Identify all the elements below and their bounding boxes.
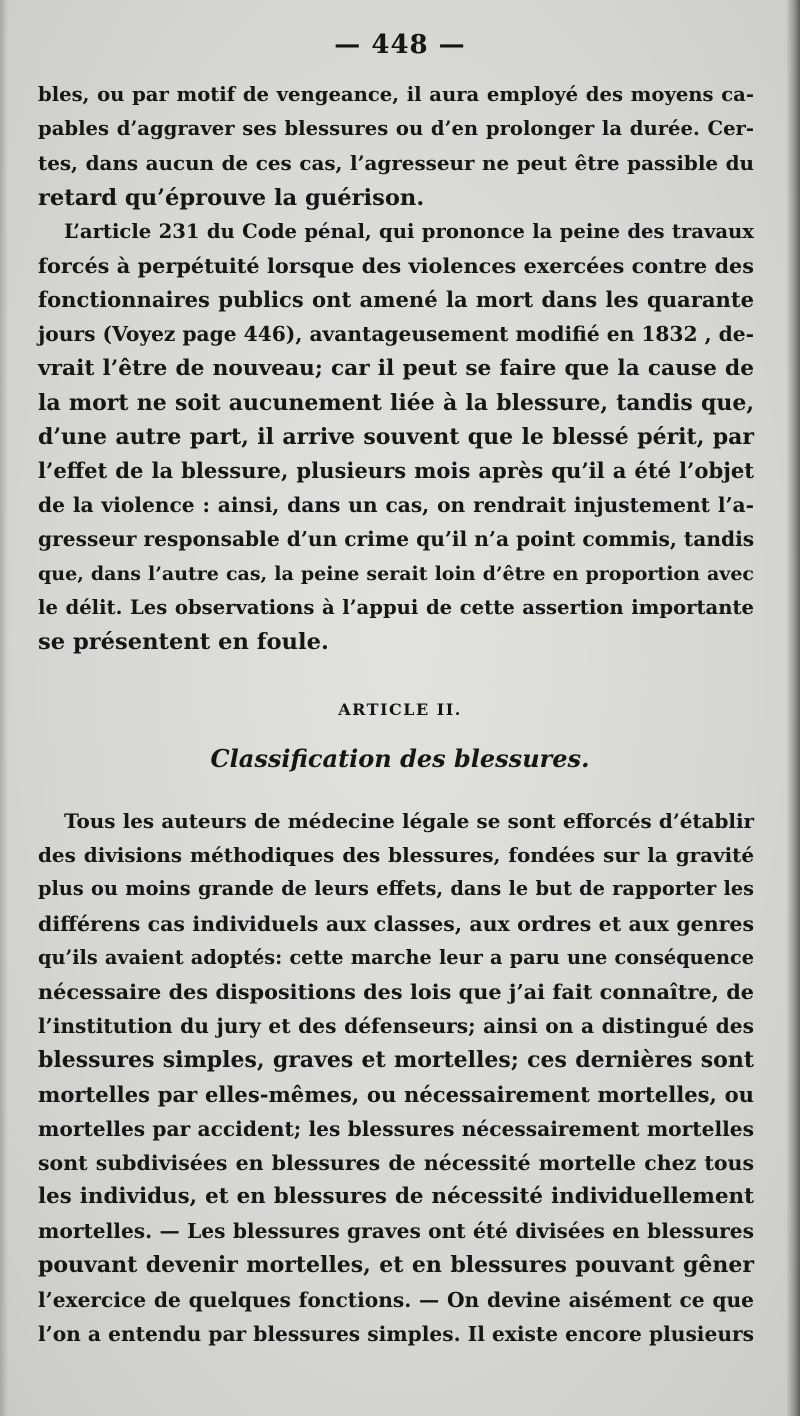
paragraphs-bottom [38,804,754,1351]
section-title: Classification des blessures. [210,744,590,773]
paragraphs-top [38,78,754,659]
text-line: gresseur responsable d’un crime qu’il n’a point commis, tandis [38,527,755,552]
text-line: L’article 231 du Code pénal, qui prononce la peine des travaux [64,219,754,243]
text-line: le délit. Les observations à l’appui de cette assertion importante [38,595,754,619]
text-line: mortelles. — Les blessures graves ont été divisées en blessures [38,1219,754,1244]
text-line: que, dans l’autre cas, la peine serait loin d’être en proportion avec [38,562,754,585]
text-line: fonctionnaires publics ont amené la mort dans les quarante [38,287,754,313]
text-line: mortelles par accident; les blessures nécessairement mortelles [38,1116,754,1141]
text-line: l’on a entendu par blessures simples. Il existe encore plusieurs [38,1321,754,1346]
text-line: forcés à perpétuité lorsque des violences exercées contre des [38,252,754,278]
text-line: les individus, et en blessures de nécessité individuellement [38,1184,754,1210]
text-line: pouvant devenir mortelles, et en blessures pouvant gêner [38,1252,754,1279]
text-line: tes, dans aucun de ces cas, l’agresseur ne peut être passible du [38,151,754,176]
text-line: bles, ou par motif de vengeance, il aura employé des moyens ca- [38,83,754,106]
text-line: blessures simples, graves et mortelles; ces dernières sont [38,1047,754,1074]
text-line: mortelles par elles-mêmes, ou nécessairement mortelles, ou [38,1081,754,1107]
article-heading: ARTICLE II. [338,700,462,719]
text-line: d’une autre part, il arrive souvent que le blessé périt, par [38,423,754,450]
text-line: jours (Voyez page 446), avantageusement modifié en 1832 , de- [38,322,754,347]
text-line: la mort ne soit aucunement liée à la blessure, tandis que, [38,389,754,416]
text-line: des divisions méthodiques des blessures, fondées sur la gravité [38,843,754,868]
text-line: retard qu’éprouve la guérison. [38,184,425,211]
text-line: Tous les auteurs de médecine légale se sont efforcés d’établir [64,809,754,833]
text-line: vrait l’être de nouveau; car il peut se faire que la cause de [38,355,754,381]
text-line: de la violence : ainsi, dans un cas, on rendrait injustement l’a- [38,493,754,518]
text-line: qu’ils avaient adoptés: cette marche leur a paru une conséquence [38,945,754,969]
text-line: sont subdivisées en blessures de nécessité mortelle chez tous [38,1150,754,1175]
text-line: plus ou moins grande de leurs effets, dans le but de rapporter les [38,877,754,901]
text-line: l’institution du jury et des défenseurs; ainsi on a distingué des [38,1014,754,1039]
text-line: l’effet de la blessure, plusieurs mois après qu’il a été l’objet [38,458,754,484]
text-line: différens cas individuels aux classes, aux ordres et aux genres [38,911,754,936]
text-line: pables d’aggraver ses blessures ou d’en prolonger la durée. Cer- [38,117,754,141]
text-line: se présentent en foule. [38,629,329,655]
text-line: l’exercice de quelques fonctions. — On devine aisément ce que [38,1287,754,1312]
page-number: — 448 — [334,30,466,60]
text-line: nécessaire des dispositions des lois que j’ai fait connaître, de [38,978,754,1004]
